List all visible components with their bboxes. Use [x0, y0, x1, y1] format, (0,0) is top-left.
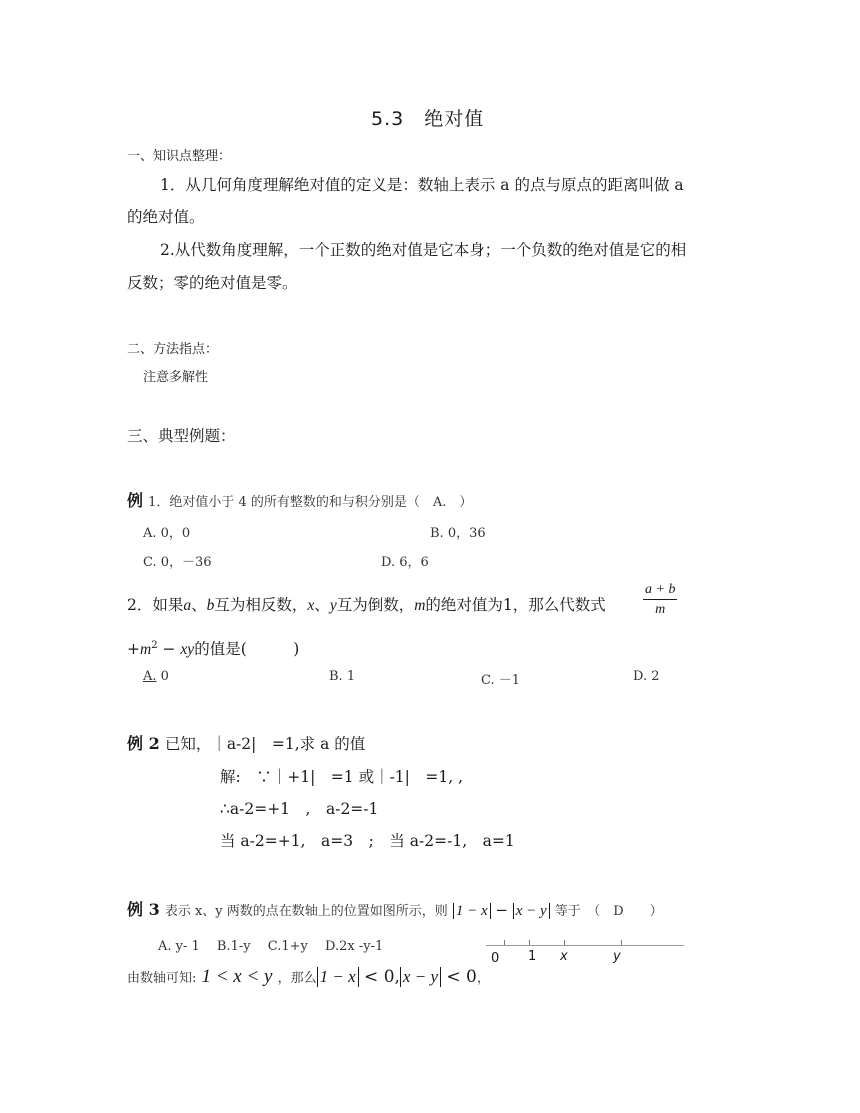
number-line-label-x: x — [560, 949, 568, 964]
conclusion-abs-1-minus-x: 1 − x — [317, 967, 359, 987]
abs-1-minus-x: 1 − x — [453, 903, 491, 919]
number-line-label-y: y — [613, 949, 621, 964]
conclusion-abs-x-minus-y: x − y — [400, 967, 441, 987]
q2-var-a: a — [183, 597, 192, 614]
example-2-solution-line-1: 解: ∵｜+1| =1 或｜-1| =1, , — [220, 768, 464, 786]
ex1-option-b: B. 0，36 — [430, 526, 486, 541]
q2-option-b: B. 1 — [329, 669, 356, 684]
abs-minus-sign: − — [490, 901, 513, 919]
q2-line2-rest: 的值是( ) — [194, 640, 300, 658]
knowledge-paragraph-1-line-2: 的绝对值。 — [127, 208, 205, 226]
example-3-question — [127, 897, 663, 920]
q2-option-c: C. －1 — [481, 673, 521, 688]
knowledge-paragraph-2-line-2: 反数；零的绝对值是零。 — [127, 274, 298, 292]
q2-sep-2: 、 — [314, 596, 330, 614]
number-line-tick-y — [621, 940, 622, 945]
q2-var-x: x — [307, 597, 315, 614]
number-line-tick-x — [564, 940, 565, 945]
example-3-options: A. y- 1 B.1-y C.1+y D.2x -y-1 — [158, 939, 384, 954]
conclusion-lt-0-a: < 0, — [358, 967, 400, 987]
conclusion-prefix: 由数轴可知: — [127, 971, 197, 986]
section-heading-knowledge: 一、知识点整理： — [127, 149, 232, 164]
section-heading-examples: 三、典型例题： — [127, 427, 236, 445]
example-2-question-text: 已知，｜a-2| =1,求 a 的值 — [164, 735, 366, 753]
q2-line2-m: m — [140, 641, 152, 658]
example-3-conclusion — [127, 966, 490, 988]
q2-line2-minus: − — [157, 640, 181, 658]
q2-var-m: m — [414, 597, 426, 614]
q2-option-a-value: 0 — [156, 669, 169, 684]
example-1-label: 例 — [127, 491, 144, 510]
knowledge-paragraph-1-line-1: 1．从几何角度理解绝对值的定义是：数轴上表示 a 的点与原点的距离叫做 a — [160, 176, 684, 194]
q2-option-a-letter: A. — [143, 669, 157, 684]
q2-var-y: y — [329, 597, 337, 614]
method-text: 注意多解性 — [143, 370, 209, 385]
q2-line2-xy: xy — [180, 641, 195, 658]
q2-line2-superscript: 2 — [151, 639, 158, 651]
example-3-question-suffix: 等于 （ D ） — [554, 904, 663, 919]
example-2-question — [127, 731, 365, 754]
ex1-option-d: D. 6，6 — [381, 555, 429, 570]
ex1-option-a: A. 0，0 — [143, 526, 191, 541]
q2-sep-1: 、 — [191, 596, 207, 614]
fraction-denominator: m — [655, 602, 666, 617]
example-3-label: 例 3 — [127, 900, 160, 919]
example-3-question-prefix: 表示 x、y 两数的点在数轴上的位置如图所示，则 — [164, 904, 448, 919]
conclusion-inequality: 1 < x < y — [201, 966, 273, 987]
abs-x-minus-y: x − y — [513, 903, 550, 919]
number-line-label-1: 1 — [528, 949, 537, 964]
example-2-solution-line-3: 当 a-2=+1, a=3 ; 当 a-2=-1, a=1 — [220, 832, 515, 850]
q2-mid-1: 互为相反数， — [214, 596, 308, 614]
ex1-q2-line-2 — [127, 637, 299, 659]
ex1-q2-line-1 — [127, 593, 606, 615]
number-line-tick-1 — [529, 940, 530, 945]
q2-option-d: D. 2 — [633, 669, 660, 684]
q2-mid-2: 互为倒数， — [336, 596, 415, 614]
conclusion-mid: ，那么 — [277, 971, 317, 986]
fraction-a-plus-b-over-m — [643, 582, 677, 618]
fraction-numerator: a + b — [643, 582, 677, 600]
conclusion-lt-0-b: < 0 — [440, 967, 477, 987]
page-title: 5.3 绝对值 — [371, 108, 485, 130]
q2-prefix: 2．如果 — [127, 596, 184, 614]
example-1-q1-text: 1．绝对值小于 4 的所有整数的和与积分别是（ A. ） — [148, 495, 473, 510]
example-2-label: 例 2 — [127, 734, 160, 753]
example-1-question — [127, 488, 472, 511]
section-heading-method: 二、方法指点： — [127, 342, 219, 357]
q2-option-a — [143, 669, 169, 684]
conclusion-end: ， — [476, 971, 490, 986]
example-2-solution-line-2: ∴a-2=+1 , a-2=-1 — [220, 800, 379, 818]
q2-plus: + — [127, 640, 140, 658]
q2-var-b: b — [206, 597, 215, 614]
number-line — [486, 945, 684, 946]
number-line-label-0: 0 — [491, 951, 500, 966]
number-line-tick-0 — [504, 940, 505, 945]
knowledge-paragraph-2-line-1: 2.从代数角度理解，一个正数的绝对值是它本身；一个负数的绝对值是它的相 — [160, 241, 687, 259]
ex1-option-c: C. 0，－36 — [143, 555, 212, 570]
q2-mid-3: 的绝对值为1，那么代数式 — [425, 596, 606, 614]
